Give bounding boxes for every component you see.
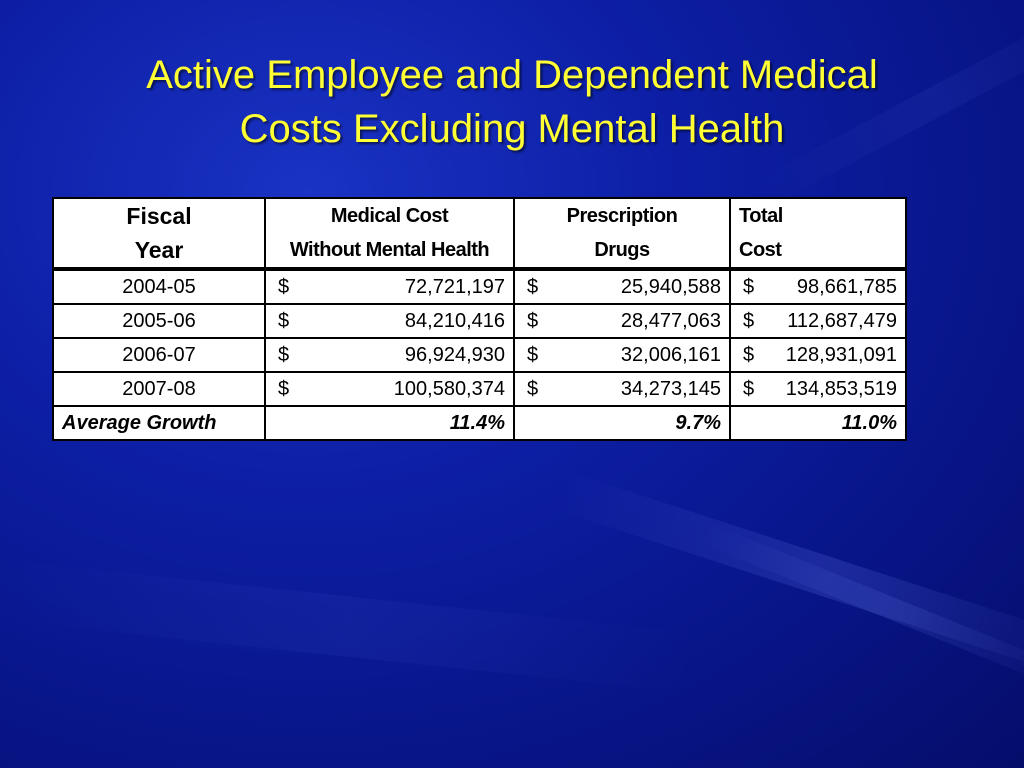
amount: 112,687,479 bbox=[787, 309, 897, 332]
currency-symbol: $ bbox=[527, 309, 539, 332]
amount: 72,721,197 bbox=[404, 275, 505, 298]
total-cost-cell bbox=[730, 269, 906, 304]
amount: 96,924,930 bbox=[404, 343, 505, 366]
currency-symbol: $ bbox=[743, 309, 755, 332]
amount: 84,210,416 bbox=[404, 309, 505, 332]
prescription-cost-cell bbox=[514, 372, 730, 406]
table-row bbox=[53, 372, 906, 406]
currency-symbol: $ bbox=[743, 343, 755, 366]
table-row bbox=[53, 269, 906, 304]
table-header-row bbox=[53, 198, 906, 269]
currency-symbol: $ bbox=[527, 275, 539, 298]
medical-cost-cell bbox=[265, 269, 514, 304]
table-row bbox=[53, 338, 906, 372]
average-growth-row bbox=[53, 406, 906, 440]
total-cost-cell bbox=[730, 372, 906, 406]
background-streak bbox=[554, 471, 1024, 682]
currency-symbol: $ bbox=[743, 275, 755, 298]
currency-symbol: $ bbox=[278, 275, 290, 298]
header-text: Without Mental Health bbox=[289, 239, 490, 261]
amount: 134,853,519 bbox=[785, 377, 897, 400]
medical-cost-cell bbox=[265, 338, 514, 372]
medical-cost-cell bbox=[265, 372, 514, 406]
header-total-cost bbox=[730, 198, 906, 269]
amount: 25,940,588 bbox=[620, 275, 721, 298]
total-cost-cell bbox=[730, 304, 906, 338]
currency-symbol: $ bbox=[527, 377, 539, 400]
amount: 100,580,374 bbox=[393, 377, 505, 400]
fiscal-year-cell: 2004-05 bbox=[53, 269, 265, 304]
slide-title-line-2: Costs Excluding Mental Health bbox=[239, 107, 785, 151]
currency-symbol: $ bbox=[278, 343, 290, 366]
header-text: Total bbox=[739, 205, 783, 227]
header-text: Year bbox=[134, 237, 184, 263]
prescription-cost-cell bbox=[514, 269, 730, 304]
header-text: Medical Cost bbox=[330, 205, 449, 227]
currency-symbol: $ bbox=[278, 309, 290, 332]
header-fiscal-year bbox=[53, 198, 265, 269]
total-growth-cell: 11.0% bbox=[730, 406, 906, 440]
amount: 98,661,785 bbox=[796, 275, 897, 298]
amount: 32,006,161 bbox=[620, 343, 721, 366]
amount: 28,477,063 bbox=[620, 309, 721, 332]
slide-title-line-1: Active Employee and Dependent Medical bbox=[146, 53, 878, 97]
average-growth-label: Average Growth bbox=[53, 406, 265, 440]
table-row bbox=[53, 304, 906, 338]
fiscal-year-cell: 2007-08 bbox=[53, 372, 265, 406]
medical-growth-cell: 11.4% bbox=[265, 406, 514, 440]
amount: 34,273,145 bbox=[620, 377, 721, 400]
total-cost-cell bbox=[730, 338, 906, 372]
header-text: Cost bbox=[739, 239, 782, 261]
amount: 128,931,091 bbox=[785, 343, 897, 366]
background-streak bbox=[696, 521, 1024, 699]
medical-costs-table bbox=[52, 197, 907, 441]
currency-symbol: $ bbox=[743, 377, 755, 400]
fiscal-year-cell: 2006-07 bbox=[53, 338, 265, 372]
prescription-cost-cell bbox=[514, 304, 730, 338]
currency-symbol: $ bbox=[278, 377, 290, 400]
header-medical-cost bbox=[265, 198, 514, 269]
prescription-growth-cell: 9.7% bbox=[514, 406, 730, 440]
prescription-cost-cell bbox=[514, 338, 730, 372]
medical-cost-cell bbox=[265, 304, 514, 338]
background-streak bbox=[0, 560, 699, 693]
fiscal-year-cell: 2005-06 bbox=[53, 304, 265, 338]
header-text: Fiscal bbox=[126, 203, 192, 229]
header-prescription-drugs bbox=[514, 198, 730, 269]
currency-symbol: $ bbox=[527, 343, 539, 366]
header-text: Prescription bbox=[566, 205, 678, 227]
slide-title bbox=[0, 48, 1024, 156]
header-text: Drugs bbox=[594, 239, 650, 261]
